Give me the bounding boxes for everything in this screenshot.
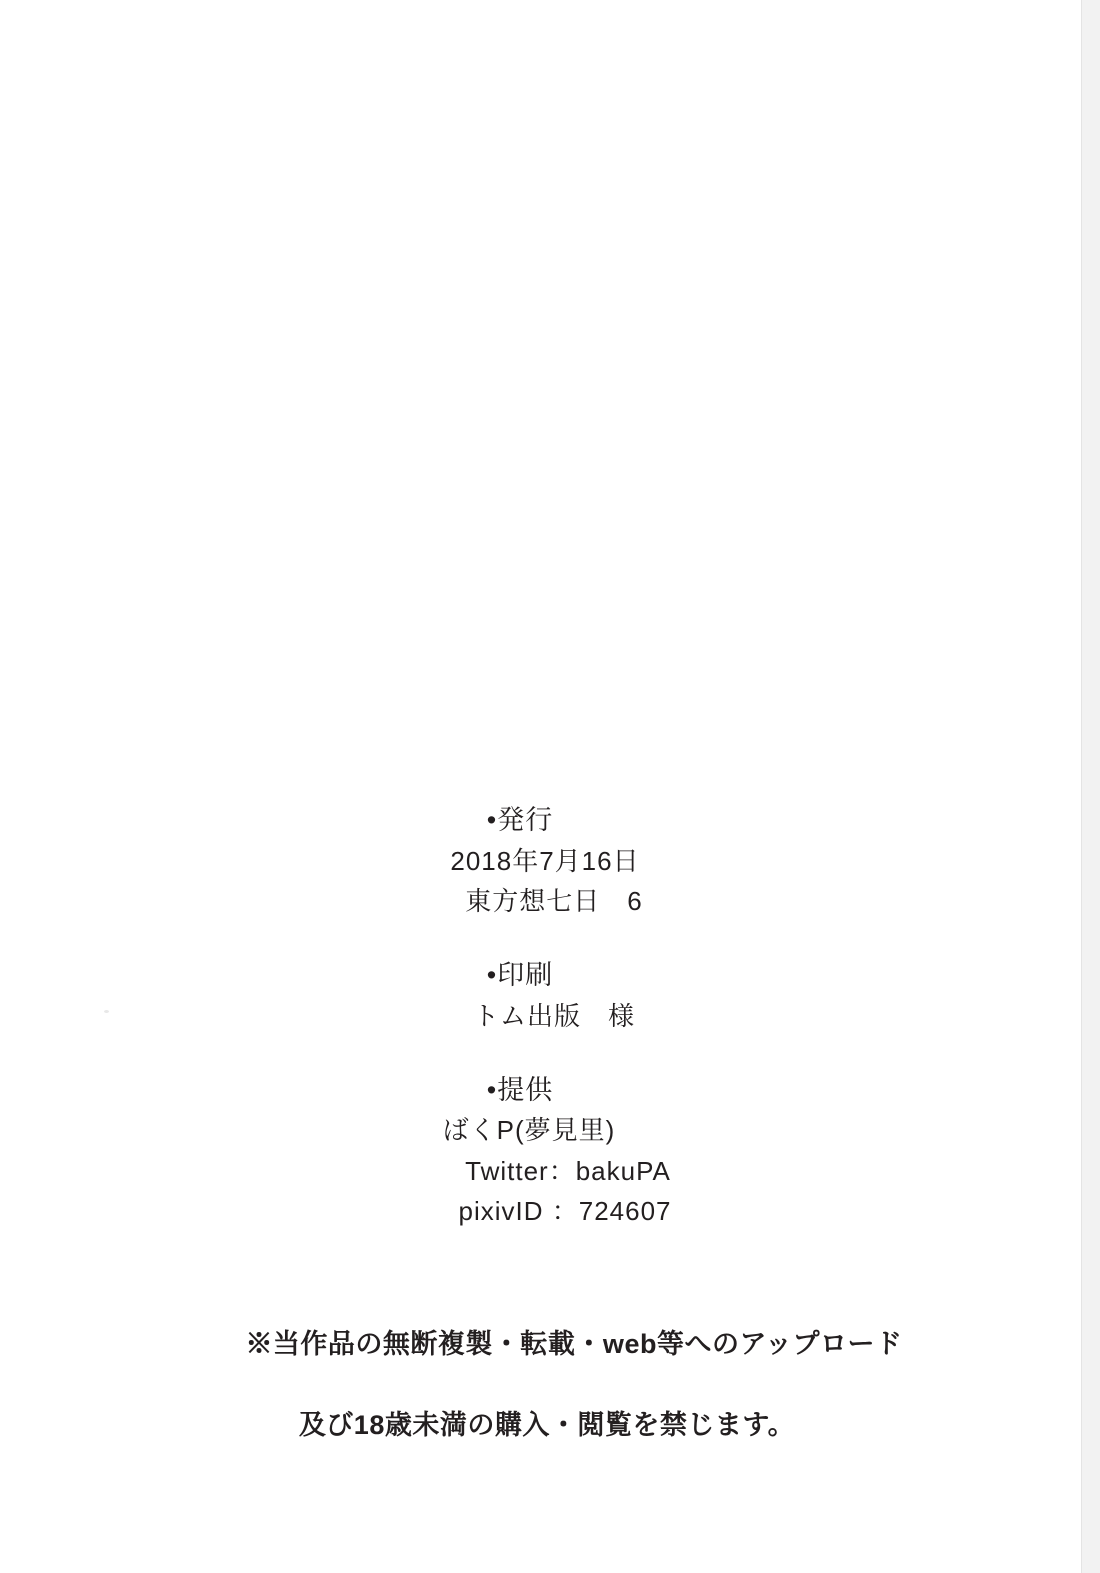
provider-name: ばくP(夢見里) [442,1115,616,1146]
provider-pixiv-id: pixivID ：724607 [458,1195,672,1226]
copyright-notice-line-1: ※当作品の無断複製・転載・web等へのアップロード [245,1328,903,1359]
copyright-notice-line-2: 及び18歳未満の購入・閲覧を禁じます。 [298,1409,796,1440]
provider-heading: •提供 [486,1074,554,1105]
publication-event: 東方想七日 6 [465,885,643,916]
publication-date: 2018年7月16日 [450,845,640,876]
provider-twitter: Twitter：bakuPA [465,1155,671,1186]
publication-block [0,800,1100,921]
provider-block [0,1070,1100,1231]
copyright-notice [0,1283,1100,1526]
publication-heading: •発行 [486,805,554,835]
printing-block [0,955,1100,1036]
colophon [0,800,1100,1526]
printing-company: トム出版 様 [472,1000,635,1031]
printing-heading: •印刷 [486,960,554,991]
